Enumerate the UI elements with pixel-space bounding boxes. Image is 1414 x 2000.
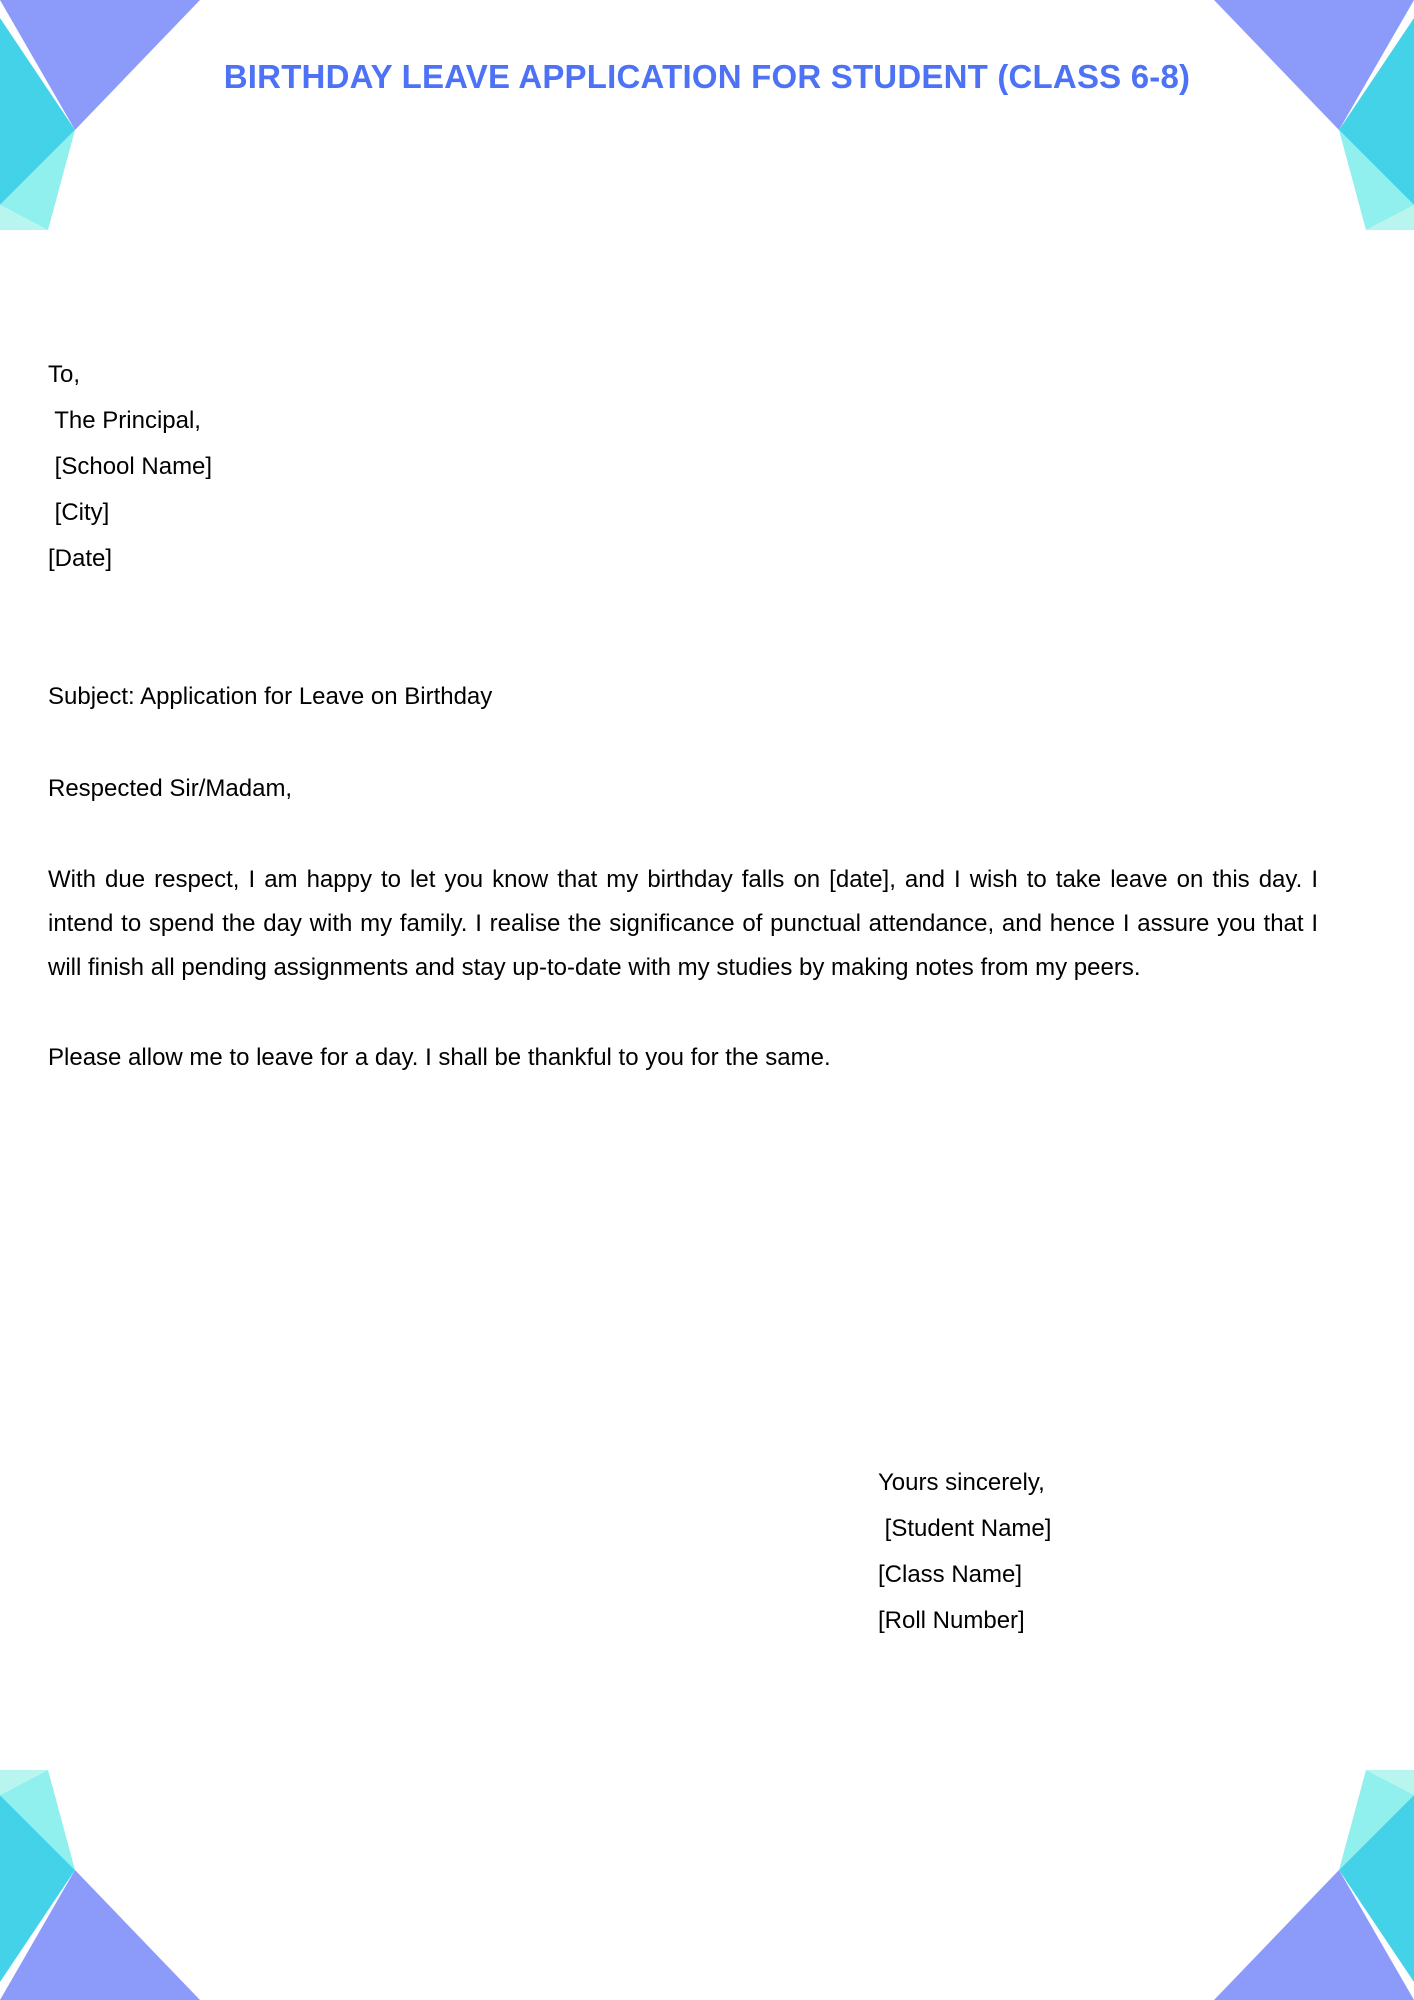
signature-roll-number: [Roll Number] [878,1607,1025,1634]
signature-valediction: Yours sincerely, [878,1469,1045,1496]
body-paragraph: With due respect, I am happy to let you know that my birthday falls on [date], and I wish to take leave on this day. I intend to spend the day with my family. I realise the significance of punctual attendance, and hence I assure you that I will finish all pending assignments and stay up-to-date with my studies by making notes from my peers. [48,866,1318,981]
address-block [48,352,1338,582]
decoration-bottom-right [1184,1770,1414,2000]
closing-request-paragraph: Please allow me to leave for a day. I shall be thankful to you for the same. [48,1044,831,1071]
address-recipient: The Principal, [48,407,201,434]
salutation-line: Respected Sir/Madam, [48,775,293,802]
spacer-after-body [48,990,1338,1036]
signature-block [878,1460,1138,1644]
spacer-after-address [48,582,1338,674]
address-city: [City] [48,499,110,526]
signature-class-name: [Class Name] [878,1561,1023,1588]
address-school: [School Name] [48,453,213,480]
address-date: [Date] [48,545,113,572]
address-to: To, [48,361,81,388]
subject-line: Subject: Application for Leave on Birthday [48,683,493,710]
signature-student-name: [Student Name] [878,1515,1052,1542]
decoration-top-left [0,0,230,230]
spacer-after-subject [48,720,1338,766]
page-title: BIRTHDAY LEAVE APPLICATION FOR STUDENT (CLASS 6-8) [223,58,1191,95]
spacer-after-salutation [48,812,1338,858]
decoration-top-right [1184,0,1414,230]
decoration-bottom-left [0,1770,230,2000]
letter-body [48,352,1338,1080]
